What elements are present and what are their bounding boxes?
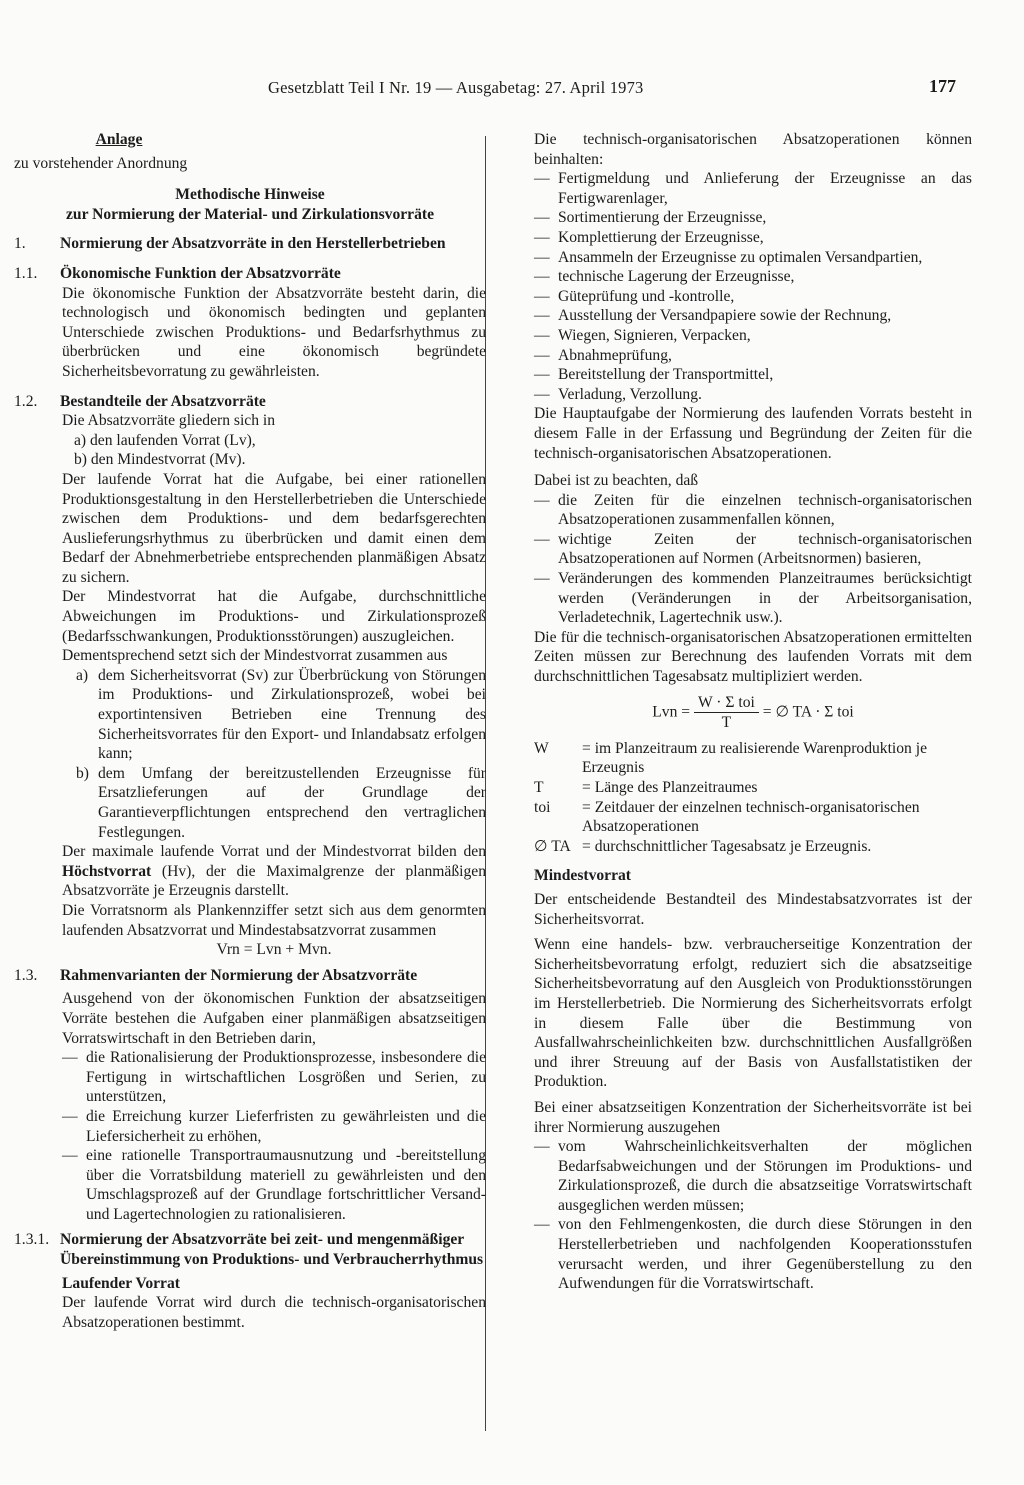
list-item xyxy=(534,228,972,248)
list-item-b xyxy=(76,764,486,842)
variable: ∅ TA xyxy=(534,837,571,855)
list-label: b) xyxy=(76,764,89,782)
paragraph: Wenn eine handels- bzw. verbraucherseitige Konzentration der Sicherheitsbevorratung erfolgt, reduziert sich die absatzseitige Sicherheitsbevorratung auf den Ausgleich von Produktionsstörungen im Herstellerbetrieb. Die Normierung des Sicherheitsvorrats erfolgt in diesem Falle über die Bestimmung von Ausfallwahrscheinlichkeiten bzw. durchschnittlichen Ausfallgrößen und ihrer Streuung auf der Basis von Ausfallstatistiken der Produktion. xyxy=(534,936,972,1091)
dash: — xyxy=(534,209,550,227)
list-text: Veränderungen des kommenden Planzeitraumes berücksichtigt werden (Veränderungen in der Arbeitsorganisation, Verladetechnik, Lagertechnik usw.). xyxy=(558,570,972,627)
paragraph: Dementsprechend setzt sich der Mindestvorrat zusammen aus xyxy=(62,647,448,665)
list-item xyxy=(62,1146,486,1224)
dash: — xyxy=(534,1216,550,1234)
dash: — xyxy=(534,1138,550,1156)
formula-vrn: Vrn = Lvn + Mvn. xyxy=(216,941,332,959)
variable: T xyxy=(534,779,544,796)
variable-definitions xyxy=(534,739,972,857)
dash: — xyxy=(534,530,550,548)
formula-lvn xyxy=(534,693,972,733)
dash: — xyxy=(534,268,550,286)
dash: — xyxy=(534,385,550,403)
list-text: Fertigmeldung und Anlieferung der Erzeugnisse an das Fertigwarenlager, xyxy=(558,170,972,207)
formula-lhs: Lvn = xyxy=(652,703,691,721)
page-header xyxy=(0,78,1024,102)
list-item xyxy=(534,208,972,228)
list-item xyxy=(534,346,972,366)
section-1-3-text: Ausgehend von der ökonomischen Funktion der absatzseitigen Vorräte bestehen die Aufgaben einer planmäßigen absatzseitigen Vorratswirtschaft in den Betrieben darin, xyxy=(62,990,486,1047)
left-column xyxy=(14,130,486,1332)
section-1-heading xyxy=(14,234,486,254)
anlage-subtitle: zu vorstehender Anordnung xyxy=(14,154,188,172)
formula-rhs: = ∅ TA · Σ toi xyxy=(762,703,854,721)
list-item xyxy=(534,385,972,405)
list-item xyxy=(534,569,972,628)
list-text: Ansammeln der Erzeugnisse zu optimalen Versandpartien, xyxy=(558,248,923,266)
dash: — xyxy=(534,366,550,384)
safety-stock-list xyxy=(534,1137,972,1294)
text: Der maximale laufende Vorrat und der Mindestvorrat bilden den xyxy=(62,843,486,861)
definition-row xyxy=(534,739,972,778)
list-text: die Erreichung kurzer Lieferfristen zu gewährleisten und die Liefersicherheit zu erhöhen, xyxy=(86,1107,486,1145)
list-item xyxy=(534,365,972,385)
list-text: Ausstellung der Versandpapiere sowie der Rechnung, xyxy=(558,307,892,325)
formula-numerator: W · Σ toi xyxy=(694,693,759,714)
list-item-a xyxy=(76,666,486,764)
task-list xyxy=(62,1048,486,1224)
list-item xyxy=(534,248,972,268)
list-text: von den Fehlmengenkosten, die durch diese Störungen in den Herstellerbetrieben und nachfolgenden Kooperationsstufen verursacht werden, und ihrer Gegenüberstellung zu den Aufwendungen für die Vorratswirtschaft. xyxy=(558,1216,972,1293)
paragraph: Die Vorratsnorm als Plankennziffer setzt sich aus dem genormten laufenden Absatzvorrat und Mindestabsatzvorrat zusammen xyxy=(62,901,486,939)
paragraph: Bei einer absatzseitigen Konzentration der Sicherheitsvorräte ist bei ihrer Normierung auszugehen xyxy=(534,1098,972,1136)
formula-fraction xyxy=(694,693,759,733)
list-item xyxy=(534,491,972,530)
dash: — xyxy=(534,228,550,246)
dash: — xyxy=(534,570,550,588)
dash: — xyxy=(62,1107,78,1125)
section-number: 1.3. xyxy=(14,966,38,984)
list-text: eine rationelle Transportraumausnutzung und -bereitstellung über die Vorratsbildung materiell zu gewährleisten und den Umschlagsprozeß auf der Grundlage fortschrittlicher Versand- und Lagertechnologien zu rationalisieren. xyxy=(86,1147,486,1223)
document-title-line1: Methodische Hinweise xyxy=(175,186,325,204)
dash: — xyxy=(534,346,550,364)
dash: — xyxy=(62,1049,78,1067)
list-text: die Rationalisierung der Produktionsprozesse, insbesondere die Fertigung in wirtschaftlichen Losgrößen und Serien, zu unterstützen, xyxy=(86,1049,486,1106)
paragraph: Dabei ist zu beachten, daß xyxy=(534,472,699,490)
operations-list xyxy=(534,169,972,404)
dash: — xyxy=(534,326,550,344)
subheading-laufender-vorrat: Laufender Vorrat xyxy=(62,1274,180,1292)
list-text: vom Wahrscheinlichkeitsverhalten der möglichen Bedarfsabweichungen und der Störungen im Produktions- und Zirkulationsprozeß, die durch die absatzseitige Vorratswirtschaft ausgeglichen werden müssen; xyxy=(558,1138,972,1214)
section-number: 1.2. xyxy=(14,392,38,410)
list-item xyxy=(534,287,972,307)
formula-denominator: T xyxy=(721,714,732,732)
list-item xyxy=(534,530,972,569)
page-number: 177 xyxy=(929,76,956,96)
operations-intro: Die technisch-organisatorischen Absatzoperationen können beinhalten: xyxy=(534,131,972,168)
list-text: die Zeiten für die einzelnen technisch-organisatorischen Absatzoperationen zusammenfallen können, xyxy=(558,491,972,529)
list-item xyxy=(534,326,972,346)
section-title: Normierung der Absatzvorräte bei zeit- und mengenmäßiger Übereinstimmung von Produktions- und Verbraucherrhythmus xyxy=(60,1231,484,1269)
section-title: Normierung der Absatzvorräte in den Herstellerbetrieben xyxy=(60,235,446,253)
section-1-2-intro: Die Absatzvorräte gliedern sich in xyxy=(62,412,276,430)
notes-list xyxy=(534,491,972,628)
section-number: 1.1. xyxy=(14,264,38,282)
list-item xyxy=(534,1215,972,1293)
definition: = Zeitdauer der einzelnen technisch-organisatorischen Absatzoperationen xyxy=(582,798,920,836)
section-1-1-text: Die ökonomische Funktion der Absatzvorräte besteht darin, die technologisch und ökonomisch bedingten und geplanten Unterschiede zwischen Produktions- und Bedarfsrhythmus zu überbrücken und eine ökonomisch begründete Sicherheitsbevorratung zu gewährleisten. xyxy=(62,284,486,380)
section-number: 1.3.1. xyxy=(14,1231,50,1249)
paragraph: Der Mindestvorrat hat die Aufgabe, durchschnittliche Abweichungen im Produktions- und Zirkulationsprozeß (Bedarfsschwankungen, Produktionsstörungen) auszugleichen. xyxy=(62,588,486,645)
list-text: Sortimentierung der Erzeugnisse, xyxy=(558,209,767,227)
list-label: a) xyxy=(76,666,89,684)
list-text: Abnahmeprüfung, xyxy=(558,346,672,364)
list-text: Verladung, Verzollung. xyxy=(558,385,702,403)
list-text: technische Lagerung der Erzeugnisse, xyxy=(558,268,795,286)
dash: — xyxy=(62,1147,78,1165)
document-title-line2: zur Normierung der Material- und Zirkulationsvorräte xyxy=(65,205,434,223)
list-item-b: b) den Mindestvorrat (Mv). xyxy=(74,451,246,469)
dash: — xyxy=(534,170,550,188)
list-text: Bereitstellung der Transportmittel, xyxy=(558,366,774,384)
paragraph: Die Hauptaufgabe der Normierung des laufenden Vorrats besteht in diesem Falle in der Erfassung und Begründung der Zeiten für die technisch-organisatorischen Absatzoperationen. xyxy=(534,405,972,462)
paragraph: Die für die technisch-organisatorischen Absatzoperationen ermittelten Zeiten müssen zur Berechnung des laufenden Vorrats mit dem durchschnittlichen Tagesabsatz multipliziert werden. xyxy=(534,628,972,686)
gazette-title: Gesetzblatt Teil I Nr. 19 — Ausgabetag: 27. April 1973 xyxy=(268,78,644,97)
list-text: wichtige Zeiten der technisch-organisatorischen Absatzoperationen auf Normen (Arbeitsnormen) basieren, xyxy=(558,530,972,568)
anlage-heading: Anlage xyxy=(95,131,143,148)
list-item xyxy=(534,306,972,326)
list-text: Güteprüfung und -kontrolle, xyxy=(558,287,735,305)
definition-row xyxy=(534,778,972,798)
section-number: 1. xyxy=(14,235,26,253)
section-1-3-heading xyxy=(14,966,486,986)
definition: = im Planzeitraum zu realisierende Warenproduktion je Erzeugnis xyxy=(582,739,927,777)
section-1-2-heading xyxy=(14,392,486,412)
definition: = Länge des Planzeitraumes xyxy=(582,779,758,796)
dash: — xyxy=(534,248,550,266)
definition-row xyxy=(534,798,972,837)
section-1-1-heading xyxy=(14,264,486,284)
right-column xyxy=(534,130,972,1294)
dash: — xyxy=(534,491,550,509)
paragraph: Der laufende Vorrat wird durch die technisch-organisatorischen Absatzoperationen bestimmt. xyxy=(62,1294,486,1331)
bold-term: Höchstvorrat xyxy=(62,862,152,880)
section-title: Ökonomische Funktion der Absatzvorräte xyxy=(60,264,341,282)
text: (Hv), der die Maximalgrenze der planmäßigen Absatzvorräte je Erzeugnis darstellt. xyxy=(62,862,486,900)
definition: = durchschnittlicher Tagesabsatz je Erzeugnis. xyxy=(582,837,872,855)
list-item xyxy=(534,1137,972,1215)
list-text: Komplettierung der Erzeugnisse, xyxy=(558,228,764,246)
variable: toi xyxy=(534,798,551,816)
list-item xyxy=(534,169,972,208)
list-text: dem Sicherheitsvorrat (Sv) zur Überbrückung von Störungen im Produktions- und Zirkulationsprozeß, wobei bei exportintensiven Betrieben eine Trennung des Sicherheitsvorrates für den Export- und Inlandabsatz erfolgen kann; xyxy=(98,666,486,763)
paragraph-hoechstvorrat xyxy=(62,842,486,901)
section-title: Bestandteile der Absatzvorräte xyxy=(60,392,266,410)
list-text: Wiegen, Signieren, Verpacken, xyxy=(558,326,751,344)
subheading-mindestvorrat: Mindestvorrat xyxy=(534,867,632,885)
list-item-a: a) den laufenden Vorrat (Lv), xyxy=(74,431,256,449)
dash: — xyxy=(534,287,550,305)
list-text: dem Umfang der bereitzustellenden Erzeugnisse für Ersatzlieferungen auf der Grundlage der Garantieverpflichtungen entsprechend den vertraglichen Festlegungen. xyxy=(98,764,486,841)
paragraph: Der laufende Vorrat hat die Aufgabe, bei einer rationellen Produktionsgestaltung in den Herstellerbetrieben die Unterschiede zwischen dem Produktions- und dem bedarfsgerechten Auslieferungsrhythmus zu überbrücken und damit einen dem Bedarf der Abnehmerbetriebe entsprechenden planmäßigen Absatz zu sichern. xyxy=(62,470,486,586)
variable: W xyxy=(534,739,549,757)
list-item xyxy=(534,267,972,287)
section-1-3-1-heading xyxy=(14,1230,486,1269)
dash: — xyxy=(534,307,550,325)
paragraph: Der entscheidende Bestandteil des Mindestabsatzvorrates ist der Sicherheitsvorrat. xyxy=(534,890,972,928)
list-item xyxy=(62,1048,486,1107)
list-item xyxy=(62,1107,486,1146)
definition-row xyxy=(534,837,972,857)
section-title: Rahmenvarianten der Normierung der Absatzvorräte xyxy=(60,966,418,984)
